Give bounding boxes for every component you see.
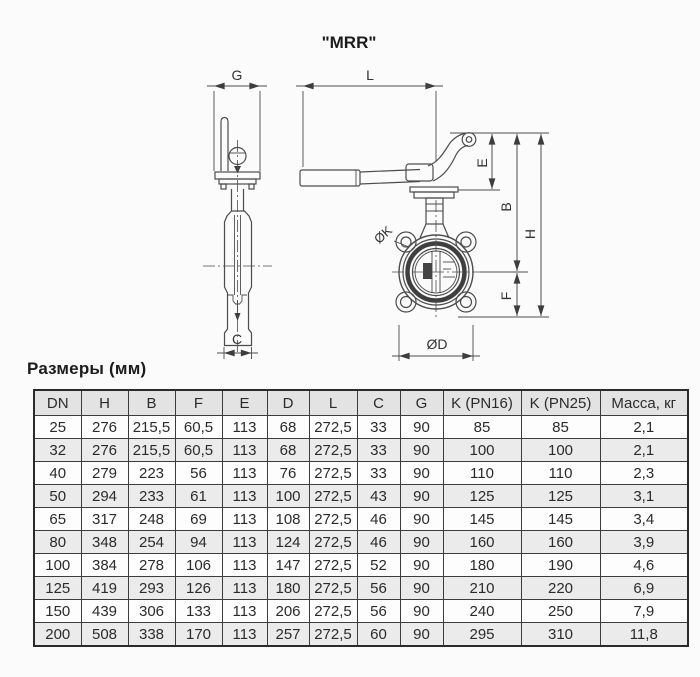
table-body	[34, 416, 688, 647]
table-cell: 180	[443, 554, 521, 577]
table-cell: 113	[222, 554, 267, 577]
table-cell: 254	[128, 531, 175, 554]
table-cell: 113	[222, 416, 267, 439]
table-cell: 338	[128, 623, 175, 647]
table-cell: 46	[357, 508, 400, 531]
table-cell: 272,5	[309, 508, 357, 531]
table-cell: 200	[34, 623, 81, 647]
table-cell: 272,5	[309, 462, 357, 485]
table-cell: 206	[267, 600, 309, 623]
table-cell: 2,1	[600, 439, 688, 462]
col-header-b: B	[128, 390, 175, 416]
table-cell: 90	[400, 416, 443, 439]
table-cell: 60	[357, 623, 400, 647]
table-cell: 40	[34, 462, 81, 485]
table-cell: 384	[81, 554, 128, 577]
table-cell: 90	[400, 577, 443, 600]
table-cell: 110	[443, 462, 521, 485]
table-cell: 7,9	[600, 600, 688, 623]
table-cell: 147	[267, 554, 309, 577]
table-cell: 85	[443, 416, 521, 439]
col-header-h: H	[81, 390, 128, 416]
table-cell: 295	[443, 623, 521, 647]
table-header	[34, 390, 688, 416]
table-cell: 52	[357, 554, 400, 577]
table-cell: 317	[81, 508, 128, 531]
table-cell: 250	[521, 600, 600, 623]
table-cell: 69	[175, 508, 222, 531]
table-cell: 43	[357, 485, 400, 508]
table-cell: 33	[357, 439, 400, 462]
table-row	[34, 416, 688, 439]
table-cell: 90	[400, 485, 443, 508]
table-row	[34, 531, 688, 554]
table-cell: 113	[222, 439, 267, 462]
table-cell: 160	[443, 531, 521, 554]
dim-label-od: ØD	[426, 336, 448, 352]
table-cell: 113	[222, 531, 267, 554]
table-cell: 272,5	[309, 531, 357, 554]
table-cell: 108	[267, 508, 309, 531]
table-cell: 2,3	[600, 462, 688, 485]
table-cell: 272,5	[309, 600, 357, 623]
table-cell: 90	[400, 623, 443, 647]
table-cell: 276	[81, 439, 128, 462]
table-cell: 190	[521, 554, 600, 577]
table-cell: 80	[34, 531, 81, 554]
table-cell: 56	[357, 600, 400, 623]
table-cell: 276	[81, 416, 128, 439]
table-cell: 124	[267, 531, 309, 554]
table-row	[34, 462, 688, 485]
dimensions-heading: Размеры (мм)	[27, 359, 147, 378]
table-cell: 150	[34, 600, 81, 623]
table-cell: 60,5	[175, 416, 222, 439]
dimensions-table	[33, 389, 689, 647]
dim-label-h: H	[522, 228, 538, 240]
side-view	[203, 86, 272, 359]
table-cell: 257	[267, 623, 309, 647]
table-cell: 278	[128, 554, 175, 577]
table-cell: 180	[267, 577, 309, 600]
table-cell: 145	[521, 508, 600, 531]
table-cell: 215,5	[128, 439, 175, 462]
table-cell: 90	[400, 554, 443, 577]
table-cell: 90	[400, 600, 443, 623]
table-cell: 11,8	[600, 623, 688, 647]
table-row	[34, 623, 688, 647]
table-cell: 76	[267, 462, 309, 485]
table-cell: 419	[81, 577, 128, 600]
table-cell: 170	[175, 623, 222, 647]
table-row	[34, 485, 688, 508]
table-cell: 46	[357, 531, 400, 554]
table-cell: 56	[175, 462, 222, 485]
col-header-e: E	[222, 390, 267, 416]
table-cell: 220	[521, 577, 600, 600]
front-view	[296, 86, 549, 361]
table-cell: 25	[34, 416, 81, 439]
table-cell: 125	[521, 485, 600, 508]
table-cell: 94	[175, 531, 222, 554]
table-cell: 100	[34, 554, 81, 577]
table-cell: 90	[400, 508, 443, 531]
table-cell: 439	[81, 600, 128, 623]
table-cell: 50	[34, 485, 81, 508]
table-cell: 61	[175, 485, 222, 508]
table-cell: 248	[128, 508, 175, 531]
col-header-dn: DN	[34, 390, 81, 416]
table-cell: 4,6	[600, 554, 688, 577]
table-cell: 279	[81, 462, 128, 485]
col-header-g: G	[400, 390, 443, 416]
table-cell: 160	[521, 531, 600, 554]
table-cell: 85	[521, 416, 600, 439]
table-cell: 294	[81, 485, 128, 508]
table-cell: 56	[357, 577, 400, 600]
col-header-mass: Масса, кг	[600, 390, 688, 416]
table-cell: 348	[81, 531, 128, 554]
table-cell: 110	[521, 462, 600, 485]
table-cell: 3,1	[600, 485, 688, 508]
table-cell: 272,5	[309, 439, 357, 462]
dim-label-c: C	[231, 331, 243, 347]
table-cell: 113	[222, 577, 267, 600]
dim-label-ok: ØK	[370, 222, 395, 247]
table-cell: 33	[357, 416, 400, 439]
table-cell: 3,9	[600, 531, 688, 554]
table-header-row	[34, 390, 688, 416]
table-cell: 65	[34, 508, 81, 531]
table-cell: 90	[400, 439, 443, 462]
dim-label-l: L	[366, 67, 374, 83]
table-cell: 100	[521, 439, 600, 462]
table-cell: 6,9	[600, 577, 688, 600]
col-header-f: F	[175, 390, 222, 416]
table-cell: 106	[175, 554, 222, 577]
drawing-title: "MRR"	[321, 33, 377, 52]
table-cell: 210	[443, 577, 521, 600]
table-cell: 145	[443, 508, 521, 531]
col-header-c: C	[357, 390, 400, 416]
table-cell: 272,5	[309, 577, 357, 600]
table-cell: 100	[443, 439, 521, 462]
dim-label-b: B	[498, 202, 514, 212]
dim-label-g: G	[231, 67, 243, 83]
table-cell: 113	[222, 485, 267, 508]
table-cell: 272,5	[309, 623, 357, 647]
dim-label-f: F	[498, 291, 514, 301]
table-cell: 100	[267, 485, 309, 508]
table-cell: 293	[128, 577, 175, 600]
table-cell: 113	[222, 600, 267, 623]
table-cell: 32	[34, 439, 81, 462]
table-cell: 215,5	[128, 416, 175, 439]
table-cell: 60,5	[175, 439, 222, 462]
table-cell: 233	[128, 485, 175, 508]
table-cell: 306	[128, 600, 175, 623]
col-header-k-pn16: K (PN16)	[443, 390, 521, 416]
col-header-k-pn25: K (PN25)	[521, 390, 600, 416]
table-row	[34, 439, 688, 462]
table-cell: 272,5	[309, 485, 357, 508]
table-cell: 113	[222, 623, 267, 647]
table-cell: 68	[267, 416, 309, 439]
table-cell: 133	[175, 600, 222, 623]
table-cell: 113	[222, 462, 267, 485]
table-cell: 272,5	[309, 554, 357, 577]
table-cell: 272,5	[309, 416, 357, 439]
table-cell: 223	[128, 462, 175, 485]
table-cell: 240	[443, 600, 521, 623]
table-row	[34, 508, 688, 531]
dim-label-e: E	[474, 158, 490, 168]
table-row	[34, 577, 688, 600]
col-header-d: D	[267, 390, 309, 416]
table-cell: 113	[222, 508, 267, 531]
table-row	[34, 600, 688, 623]
table-cell: 126	[175, 577, 222, 600]
table-cell: 90	[400, 531, 443, 554]
col-header-l: L	[309, 390, 357, 416]
table-cell: 3,4	[600, 508, 688, 531]
table-cell: 68	[267, 439, 309, 462]
table-cell: 33	[357, 462, 400, 485]
table-row	[34, 554, 688, 577]
table-cell: 125	[443, 485, 521, 508]
table-cell: 508	[81, 623, 128, 647]
table-cell: 310	[521, 623, 600, 647]
table-cell: 2,1	[600, 416, 688, 439]
table-cell: 125	[34, 577, 81, 600]
table-cell: 90	[400, 462, 443, 485]
